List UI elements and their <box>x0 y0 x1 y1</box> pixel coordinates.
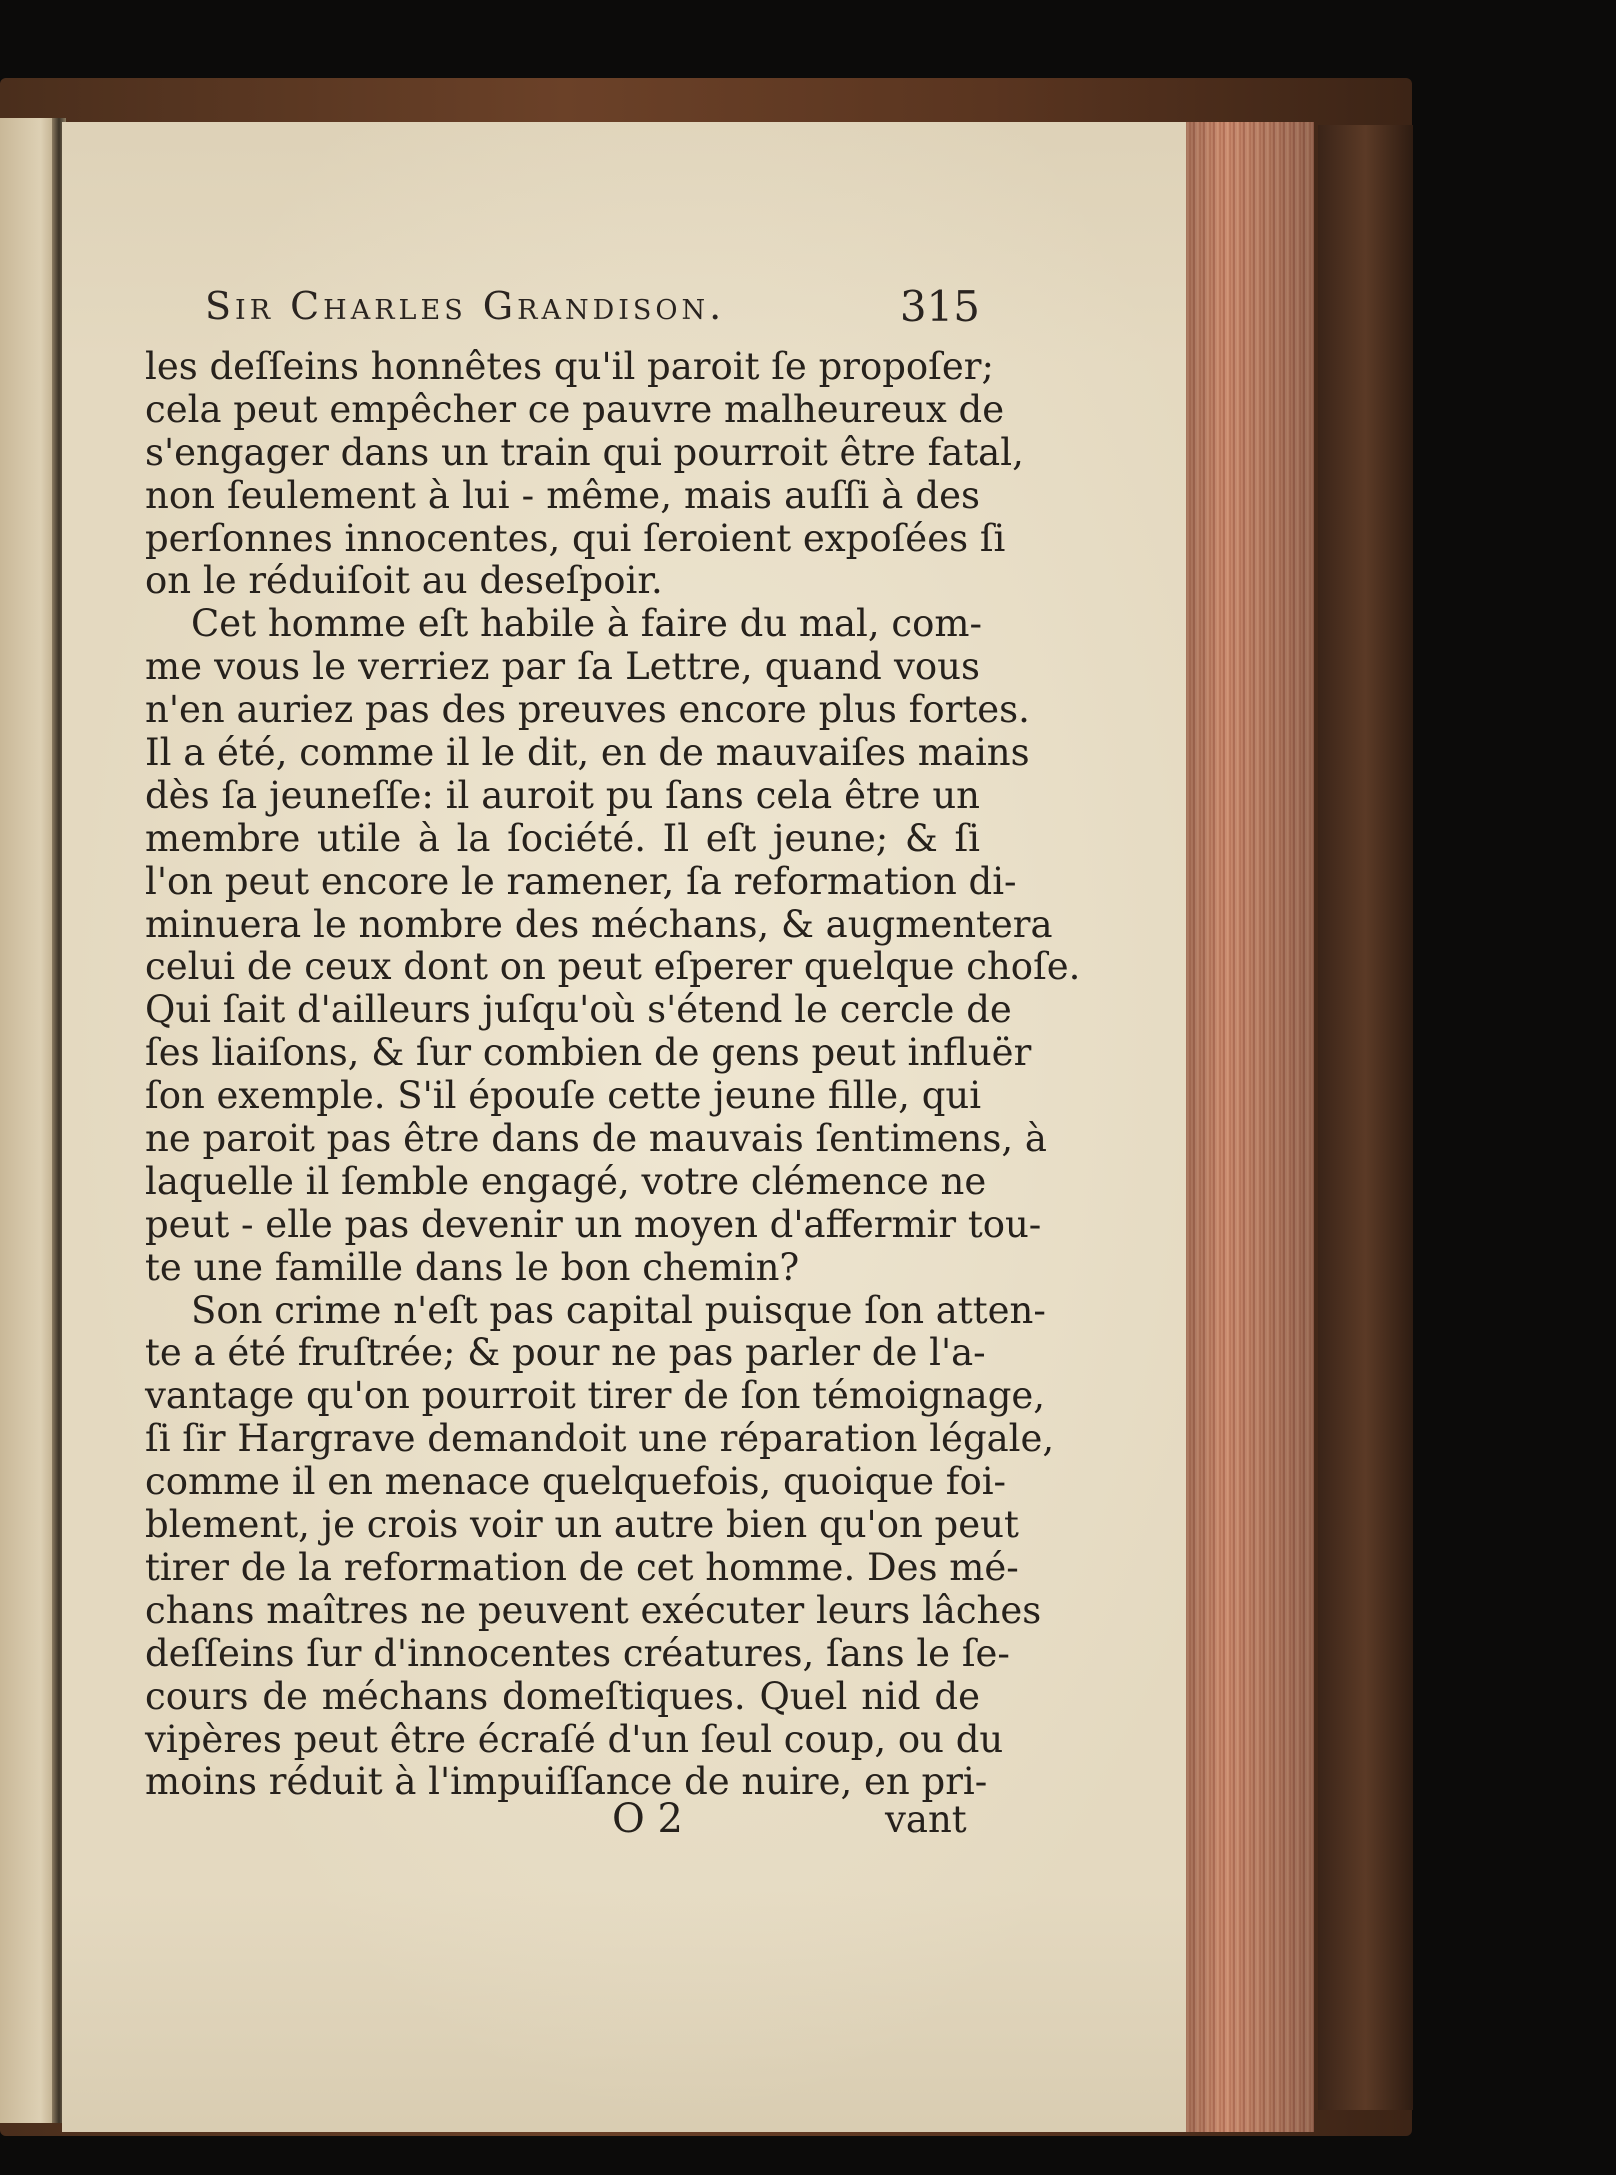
text-line: perſonnes innocentes, qui ſeroient expoſées ſi <box>145 516 1006 560</box>
text-line: me vous le verriez par ſa Lettre, quand vous <box>145 645 980 689</box>
text-line: Son crime n'eſt pas capital puisque ſon atten- <box>191 1288 1046 1332</box>
text-line: ne paroit pas être dans de mauvais ſentimens, à <box>145 1117 1047 1161</box>
text-line: comme il en menace quelquefois, quoique foi- <box>145 1460 1007 1504</box>
text-line: non ſeulement à lui - même, mais auſſi à des <box>145 473 980 517</box>
text-line: moins réduit à l'impuiſſance de nuire, en pri- <box>145 1760 988 1804</box>
text-line: ſon exemple. S'il épouſe cette jeune fille, qui <box>145 1074 982 1118</box>
text-line: chans maîtres ne peuvent exécuter leurs lâches <box>145 1588 1042 1632</box>
facing-page <box>0 118 58 2123</box>
text-line: cela peut empêcher ce pauvre malheureux de <box>145 387 1005 431</box>
text-line: s'engager dans un train qui pourroit être fatal, <box>145 430 1024 474</box>
text-line: minuera le nombre des méchans, & augmentera <box>145 902 1053 946</box>
text-line: Cet homme eſt habile à faire du mal, com- <box>191 602 983 646</box>
page-block-shade <box>1186 122 1314 2132</box>
text-line: tirer de la reformation de cet homme. Des mé- <box>145 1545 1019 1589</box>
text-line: laquelle il ſemble engagé, votre clémence ne <box>145 1159 987 1203</box>
body-text <box>145 345 1081 1804</box>
text-line: membre utile à la ſociété. Il eſt jeune; & ſi <box>145 816 980 860</box>
signature-mark: O 2 <box>612 1796 683 1842</box>
text-line: les deſſeins honnêtes qu'il paroit ſe propoſer; <box>145 345 994 388</box>
text-line: n'en auriez pas des preuves encore plus fortes. <box>145 688 1030 732</box>
catchword: vant <box>885 1798 967 1841</box>
text-line: on le réduiſoit au deseſpoir. <box>145 559 663 603</box>
text-line: ſes liaiſons, & ſur combien de gens peut influër <box>145 1031 1032 1075</box>
text-line: Il a été, comme il le dit, en de mauvaiſes mains <box>145 731 1030 775</box>
text-line: blement, je crois voir un autre bien qu'on peut <box>145 1503 1019 1547</box>
text-line: ſi ſir Hargrave demandoit une réparation légale, <box>145 1417 1055 1461</box>
text-line: vantage qu'on pourroit tirer de ſon témoignage, <box>145 1374 1046 1418</box>
text-line: l'on peut encore le ramener, ſa reformation di- <box>145 859 1017 903</box>
text-line: Qui ſait d'ailleurs juſqu'où s'étend le cercle de <box>145 988 1012 1032</box>
text-line: te a été fruſtrée; & pour ne pas parler de l'a- <box>145 1331 986 1375</box>
running-head <box>205 276 980 336</box>
text-line: peut - elle pas devenir un moyen d'affermir tou- <box>145 1202 1042 1246</box>
running-head-title: Sir Charles Grandison. <box>205 284 726 328</box>
text-line: cours de méchans domeſtiques. Quel nid de <box>145 1674 980 1718</box>
book-cover-edge <box>1318 125 1413 2110</box>
text-line: celui de ceux dont on peut eſperer quelque choſe. <box>145 945 1081 989</box>
page-number: 315 <box>899 282 980 331</box>
text-line: te une famille dans le bon chemin? <box>145 1245 800 1289</box>
text-line: dès ſa jeuneſſe: il auroit pu ſans cela être un <box>145 773 980 817</box>
text-line: vipères peut être écraſé d'un ſeul coup, ou du <box>145 1717 1004 1761</box>
text-line: deſſeins ſur d'innocentes créatures, ſans le ſe- <box>145 1631 1010 1675</box>
